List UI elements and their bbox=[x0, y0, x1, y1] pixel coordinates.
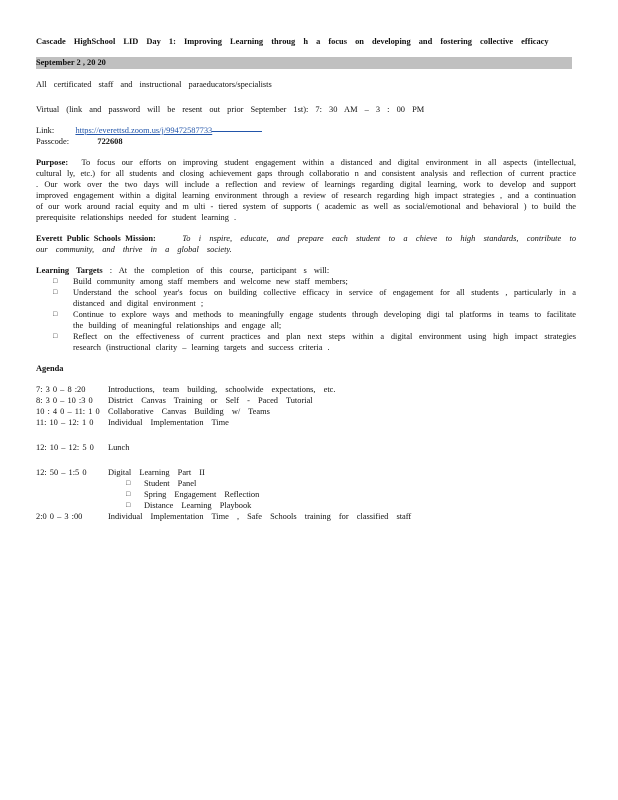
list-item: □ Understand the school year's focus on building collective efficacy in service of engagement for all students , particularly in a distanced and digital environment ; bbox=[53, 288, 576, 308]
agenda-time: 8: 3 0 – 10 :3 0 bbox=[36, 396, 93, 405]
square-bullet-icon: □ bbox=[126, 490, 131, 498]
purpose-paragraph bbox=[36, 157, 576, 223]
passcode-value: 722608 bbox=[97, 137, 123, 146]
agenda-activity: Individual Implementation Time bbox=[108, 418, 229, 427]
agenda-time: 11: 10 – 12: 1 0 bbox=[36, 418, 94, 427]
agenda-activity: District Canvas Training or Self - Paced Tutorial bbox=[108, 396, 313, 405]
list-item: □ Distance Learning Playbook bbox=[126, 501, 252, 510]
learning-targets-list bbox=[36, 276, 576, 353]
agenda-row bbox=[36, 384, 576, 395]
agenda-activity: Digital Learning Part II bbox=[108, 468, 205, 477]
passcode-label: Passcode: bbox=[36, 137, 70, 146]
agenda-time: 12: 50 – 1:5 0 bbox=[36, 468, 87, 477]
square-bullet-icon: □ bbox=[53, 288, 58, 296]
learning-targets-label: Learning Targets bbox=[36, 266, 103, 275]
audience-line: All certificated staff and instructional paraeducators/specialists bbox=[36, 80, 272, 89]
agenda-row bbox=[36, 511, 576, 522]
agenda-heading bbox=[36, 363, 576, 374]
list-item: □ Build community among staff members and welcome new staff members; bbox=[53, 277, 348, 286]
learning-targets-section bbox=[36, 265, 576, 353]
agenda-row bbox=[36, 406, 576, 417]
link-label: Link: bbox=[36, 126, 55, 135]
link-underline-rule bbox=[212, 131, 262, 132]
virtual-line: Virtual (link and password will be resent out prior September 1st): 7: 30 AM – 3 : 00 PM bbox=[36, 105, 425, 114]
document-title: Cascade HighSchool LID Day 1: Improving Learning throug h a focus on developing and fostering collective efficacy bbox=[36, 37, 549, 46]
agenda-activity: Individual Implementation Time , Safe Schools training for classified staff bbox=[108, 512, 412, 521]
square-bullet-icon: □ bbox=[53, 332, 58, 340]
passcode-line bbox=[36, 136, 576, 147]
link-line bbox=[36, 125, 576, 136]
mission-text: To i nspire, educate, and prepare each student to a chieve to high standards, contribute to our community, and thrive in a global society. bbox=[36, 234, 577, 254]
purpose-label: Purpose: bbox=[36, 158, 69, 167]
purpose-text: To focus our efforts on improving student engagement within a distanced and digital environment in all aspects (intellectual, cultural ly, etc.) for all students and closing achievement gaps through collaboratio n and consistent analysis and reflection of current practice . Our work over the two days will include a reflection and review of learnings regarding digital learning, work to develop and support improved engagement within a digital learning environment through a review of research regarding high impact strategies , and a continuation of our work around racial equity and m ulti - tiered system of supports ( academic as well as social/emotional and behavioral ) to build the prerequisite relationships needed for student learning . bbox=[36, 158, 576, 222]
square-bullet-icon: □ bbox=[53, 310, 58, 318]
agenda-activity: Introductions, team building, schoolwide expectations, etc. bbox=[108, 385, 336, 394]
agenda-row bbox=[36, 395, 576, 406]
agenda-time: 10 : 4 0 – 11: 1 0 bbox=[36, 407, 100, 416]
square-bullet-icon: □ bbox=[126, 501, 131, 509]
date-bar: September 2 , 20 20 bbox=[36, 57, 572, 69]
list-item: □ Reflect on the effectiveness of current practices and plan next steps within a digital environment using high impact strategies research (instructional clarity – learning targets and success criteria . bbox=[53, 332, 576, 352]
agenda-activity: Collaborative Canvas Building w/ Teams bbox=[108, 407, 270, 416]
agenda-row bbox=[36, 442, 576, 453]
zoom-link[interactable]: https://everettsd.zoom.us/j/99472587733 bbox=[75, 126, 213, 135]
agenda-time: 7: 3 0 – 8 :20 bbox=[36, 385, 86, 394]
agenda-row bbox=[36, 467, 576, 478]
square-bullet-icon: □ bbox=[53, 277, 58, 285]
list-item: □ Student Panel bbox=[126, 479, 197, 488]
agenda-time: 2:0 0 – 3 :00 bbox=[36, 512, 83, 521]
square-bullet-icon: □ bbox=[126, 479, 131, 487]
agenda-row bbox=[36, 417, 576, 428]
agenda-activity: Lunch bbox=[108, 443, 130, 452]
learning-targets-heading bbox=[36, 265, 576, 276]
mission-paragraph bbox=[36, 233, 576, 255]
list-item: □ Spring Engagement Reflection bbox=[126, 490, 260, 499]
learning-targets-intro: : At the completion of this course, participant s will: bbox=[109, 266, 330, 275]
mission-label: Everett Public Schools Mission: bbox=[36, 234, 156, 243]
document-page bbox=[36, 36, 576, 522]
agenda-table bbox=[36, 384, 576, 522]
agenda-time: 12: 10 – 12: 5 0 bbox=[36, 443, 94, 452]
agenda-label: Agenda bbox=[36, 364, 64, 373]
digital-learning-sub-list bbox=[36, 478, 576, 511]
list-item: □ Continue to explore ways and methods to meaningfully engage students through developing digi tal platforms in teams to facilitate the building of meaningful relationships and engage all; bbox=[53, 310, 576, 330]
